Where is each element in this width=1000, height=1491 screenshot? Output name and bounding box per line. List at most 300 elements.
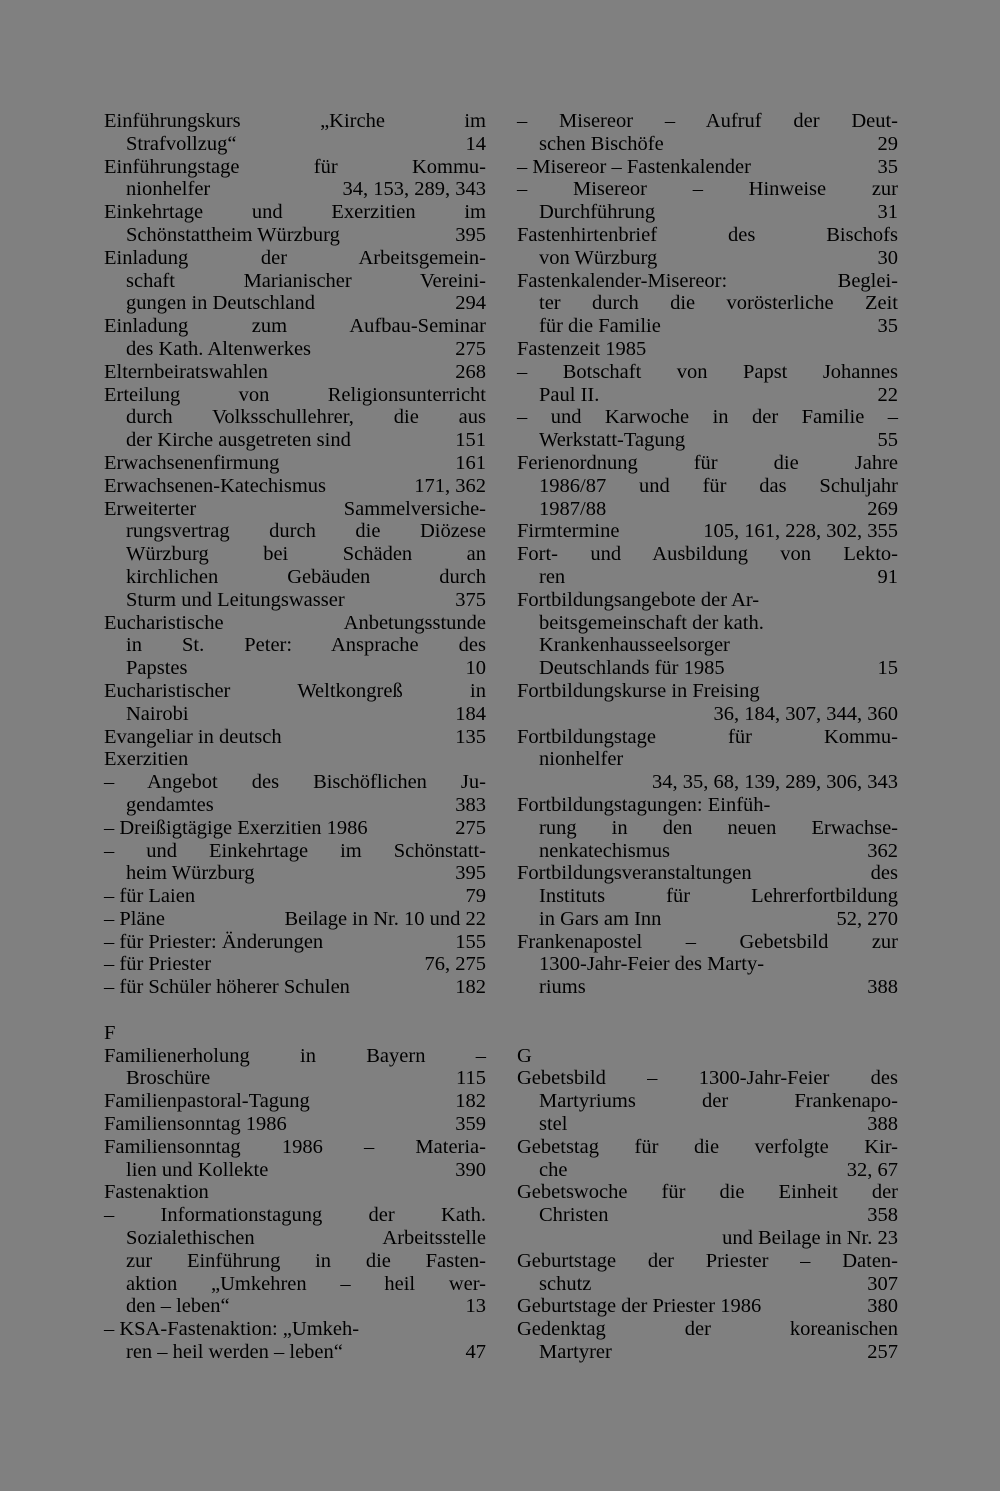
entry-text: Fortbildungsangebote der Ar- (517, 588, 760, 611)
entry-line (517, 406, 898, 429)
entry-line (517, 1318, 898, 1341)
entry-text: nenkatechismus (539, 839, 670, 862)
index-entry (104, 1090, 486, 1113)
entry-text: – Misereor – Hinweise zur (517, 178, 898, 201)
page-reference: und Beilage in Nr. 23 (722, 1227, 898, 1250)
index-entry (104, 384, 486, 452)
entry-line (104, 794, 486, 817)
entry-line (517, 1067, 898, 1090)
page-reference: 362 (867, 839, 898, 862)
index-entry (104, 1204, 486, 1318)
page-reference: 35 (877, 315, 898, 338)
entry-line (104, 338, 486, 361)
entry-line (517, 1341, 898, 1364)
entry-line (104, 1159, 486, 1182)
page-reference: 14 (465, 132, 486, 155)
entry-text: Einladung der Arbeitsgemein- (104, 246, 486, 269)
entry-text: Einkehrtage und Exerzitien im (104, 201, 486, 224)
entry-text: aktion „Umkehren – heil wer- (126, 1272, 486, 1295)
entry-text: Einladung zum Aufbau-Seminar (104, 315, 486, 338)
index-entry (517, 931, 898, 999)
entry-line (517, 817, 898, 840)
entry-line (104, 543, 486, 566)
entry-line (104, 1136, 486, 1159)
index-entry (517, 1181, 898, 1249)
entry-line (517, 634, 898, 657)
entry-text: rung in den neuen Erwachse- (539, 816, 898, 839)
entry-line (517, 543, 898, 566)
entry-text: in St. Peter: Ansprache des (126, 634, 486, 657)
entry-text: Durchführung (539, 201, 656, 224)
page-reference: 275 (455, 337, 486, 360)
entry-text: Erwachsenen-Katechismus (104, 474, 326, 497)
entry-text: Firmtermine (517, 520, 620, 543)
index-entry (104, 817, 486, 840)
entry-text: Einführungskurs „Kirche im (104, 110, 486, 132)
page-reference: 161 (455, 451, 486, 474)
entry-line (104, 1204, 486, 1227)
entry-line (104, 1181, 486, 1204)
index-entry (517, 224, 898, 270)
entry-line (517, 270, 898, 293)
page-reference: 31 (877, 201, 898, 224)
entry-text: ter durch die vorösterliche Zeit (539, 292, 898, 315)
entry-text: riums (539, 976, 586, 999)
entry-text: Werkstatt-Tagung (539, 429, 686, 452)
entry-text: Fortbildungskurse in Freising (517, 679, 760, 702)
entry-text: – Misereor – Aufruf der Deut- (517, 110, 898, 132)
entry-text: – für Laien (104, 885, 196, 908)
entry-text: für die Familie (539, 315, 661, 338)
entry-line (517, 338, 898, 361)
entry-text: Gebetsbild – 1300-Jahr-Feier des (517, 1067, 898, 1090)
entry-text: von Würzburg (539, 246, 658, 269)
entry-line (517, 1113, 898, 1136)
page-reference: 383 (455, 793, 486, 816)
page-reference: 155 (455, 930, 486, 953)
entry-text: Gedenktag der koreanischen (517, 1318, 898, 1341)
entry-line (104, 384, 486, 407)
section-gap (517, 1022, 898, 1045)
section-letter: F (104, 1021, 116, 1044)
index-entry (517, 589, 898, 680)
index-entry (517, 1295, 898, 1318)
entry-line (517, 726, 898, 749)
index-entry (104, 1181, 486, 1204)
entry-text: Familiensonntag 1986 (104, 1113, 287, 1136)
page-reference: 55 (877, 429, 898, 452)
index-entry (517, 178, 898, 224)
index-entry (104, 1045, 486, 1091)
entry-text: Elternbeiratswahlen (104, 360, 268, 383)
entry-text: – Informationstagung der Kath. (104, 1204, 486, 1227)
entry-line (517, 1159, 898, 1182)
entry-text: Fortbildungsveranstaltungen des (517, 862, 898, 885)
entry-line (517, 566, 898, 589)
entry-text: Erteilung von Religionsunterricht (104, 383, 486, 406)
page-reference: 359 (455, 1113, 486, 1136)
entry-line (104, 1090, 486, 1113)
index-entry (517, 862, 898, 930)
page-reference: 171, 362 (414, 474, 486, 497)
index-entry (104, 475, 486, 498)
entry-text: Broschüre (126, 1067, 211, 1090)
entry-line (104, 931, 486, 954)
entry-text: – Pläne (104, 907, 165, 930)
index-entry (104, 726, 486, 749)
entry-line (517, 292, 898, 315)
entry-line (104, 1113, 486, 1136)
entry-line (517, 178, 898, 201)
page-reference: 36, 184, 307, 344, 360 (713, 702, 898, 725)
entry-text: Einführungstage für Kommu- (104, 155, 486, 178)
index-entry (104, 201, 486, 247)
entry-text: – für Priester (104, 953, 212, 976)
entry-text: stel (539, 1113, 568, 1136)
entry-line (104, 133, 486, 156)
index-entry (517, 794, 898, 862)
entry-text: ren – heil werden – leben“ (126, 1341, 343, 1364)
page-reference: 358 (867, 1204, 898, 1227)
entry-line (104, 1227, 486, 1250)
entry-text: in Gars am Inn (539, 907, 662, 930)
entry-text: – und Karwoche in der Familie – (517, 406, 898, 429)
entry-line (104, 110, 486, 133)
entry-line (104, 201, 486, 224)
index-entry (104, 931, 486, 954)
page-reference: 105, 161, 228, 302, 355 (703, 520, 898, 543)
index-entry (517, 1067, 898, 1135)
index-entry (104, 953, 486, 976)
page-reference: Beilage in Nr. 10 und 22 (284, 907, 486, 930)
entry-text: 1987/88 (539, 497, 607, 520)
entry-text: Fortbildungstage für Kommu- (517, 725, 898, 748)
entry-line (104, 452, 486, 475)
entry-text: zur Einführung in die Fasten- (126, 1249, 486, 1272)
page-reference: 135 (455, 725, 486, 748)
entry-text: heim Würzburg (126, 862, 255, 885)
entry-line (104, 361, 486, 384)
index-entry (104, 452, 486, 475)
index-entry (517, 1250, 898, 1296)
entry-text: rungsvertrag durch die Diözese (126, 520, 486, 543)
entry-line (104, 498, 486, 521)
index-entry (104, 247, 486, 315)
entry-line (104, 566, 486, 589)
index-column-left (104, 110, 486, 1364)
page-reference: 30 (877, 246, 898, 269)
entry-text: schen Bischöfe (539, 132, 664, 155)
entry-text: – Misereor – Fastenkalender (517, 155, 751, 178)
entry-line (517, 703, 898, 726)
page-reference: 76, 275 (424, 953, 486, 976)
entry-line (104, 475, 486, 498)
page-reference: 182 (455, 976, 486, 999)
entry-text: Krankenhausseelsorger (539, 634, 730, 657)
index-entry (104, 612, 486, 680)
entry-text: beitsgemeinschaft der kath. (539, 611, 764, 634)
entry-text: Erweiterter Sammelversiche- (104, 497, 486, 520)
page-reference: 79 (465, 885, 486, 908)
entry-text: nionhelfer (126, 178, 211, 201)
entry-line (517, 110, 898, 133)
entry-line (517, 771, 898, 794)
page-reference: 34, 153, 289, 343 (342, 178, 486, 201)
index-entry (517, 110, 898, 156)
index-entry (517, 726, 898, 794)
entry-text: Ferienordnung für die Jahre (517, 451, 898, 474)
entry-line (104, 1250, 486, 1273)
entry-text: Schönstattheim Würzburg (126, 223, 340, 246)
entry-text: Evangeliar in deutsch (104, 725, 282, 748)
page-reference: 15 (877, 657, 898, 680)
entry-line (517, 680, 898, 703)
entry-line (104, 589, 486, 612)
entry-text: Nairobi (126, 702, 189, 725)
entry-line (104, 840, 486, 863)
entry-line (104, 224, 486, 247)
entry-line (104, 1045, 486, 1068)
index-entry (104, 315, 486, 361)
index-entry (517, 156, 898, 179)
entry-line (517, 361, 898, 384)
entry-text: Erwachsenenfirmung (104, 451, 280, 474)
index-entry (104, 110, 486, 156)
entry-line (104, 406, 486, 429)
entry-text: kirchlichen Gebäuden durch (126, 565, 486, 588)
index-entry (104, 1113, 486, 1136)
page-reference: 35 (877, 155, 898, 178)
entry-line (517, 475, 898, 498)
index-entry (104, 976, 486, 999)
page-reference: 115 (456, 1067, 486, 1090)
page-reference: 269 (867, 497, 898, 520)
entry-line (517, 1090, 898, 1113)
entry-line (517, 133, 898, 156)
entry-text: che (539, 1158, 568, 1181)
entry-line (104, 156, 486, 179)
entry-line (104, 1341, 486, 1364)
index-entry (104, 156, 486, 202)
entry-line (104, 178, 486, 201)
entry-line (104, 771, 486, 794)
entry-line (104, 748, 486, 771)
entry-text: – für Schüler höherer Schulen (104, 976, 350, 999)
entry-text: Strafvollzug“ (126, 132, 237, 155)
page-reference: 91 (877, 565, 898, 588)
entry-text: Paul II. (539, 383, 600, 406)
entry-line (104, 657, 486, 680)
entry-line (517, 908, 898, 931)
entry-line (104, 292, 486, 315)
entry-text: der Kirche ausgetreten sind (126, 429, 351, 452)
entry-line (104, 429, 486, 452)
entry-text: Fastenhirtenbrief des Bischofs (517, 223, 898, 246)
entry-line (104, 885, 486, 908)
page-reference: 388 (867, 976, 898, 999)
entry-line (517, 862, 898, 885)
page-reference: 52, 270 (836, 907, 898, 930)
page-reference: 268 (455, 360, 486, 383)
index-entry (104, 361, 486, 384)
entry-text: nionhelfer (539, 748, 624, 771)
index-entry (104, 771, 486, 817)
entry-text: lien und Kollekte (126, 1158, 269, 1181)
index-entry (517, 680, 898, 726)
entry-text: ren (539, 565, 566, 588)
entry-text: Martyrer (539, 1341, 612, 1364)
index-entry (517, 452, 898, 520)
entry-text: des Kath. Altenwerkes (126, 337, 312, 360)
section-letter: G (517, 1044, 532, 1067)
entry-text: Fastenkalender-Misereor: Beglei- (517, 269, 898, 292)
entry-text: – Angebot des Bischöflichen Ju- (104, 771, 486, 794)
index-entry (104, 885, 486, 908)
index-entry (517, 270, 898, 338)
page-reference: 29 (877, 132, 898, 155)
page-reference: 13 (465, 1295, 486, 1318)
entry-text: Familiensonntag 1986 – Materia- (104, 1135, 486, 1158)
entry-text: schutz (539, 1272, 592, 1295)
entry-text: – Dreißigtägige Exerzitien 1986 (104, 816, 368, 839)
page-reference: 395 (455, 862, 486, 885)
entry-line (517, 384, 898, 407)
entry-line (517, 156, 898, 179)
entry-line (104, 520, 486, 543)
entry-line (517, 931, 898, 954)
entry-line (104, 247, 486, 270)
page-reference: 275 (455, 816, 486, 839)
index-entry (104, 1136, 486, 1182)
page-reference: 375 (455, 588, 486, 611)
entry-text: den – leben“ (126, 1295, 230, 1318)
entry-text: Fortbildungstagungen: Einfüh- (517, 793, 771, 816)
entry-line (104, 1295, 486, 1318)
index-entry (104, 498, 486, 612)
section-gap (104, 999, 486, 1022)
entry-line (104, 976, 486, 999)
index-entry (104, 748, 486, 771)
page-reference: 151 (455, 429, 486, 452)
entry-line (104, 270, 486, 293)
entry-text: Würzburg bei Schäden an (126, 543, 486, 566)
entry-text: Christen (539, 1204, 609, 1227)
index-entry (104, 908, 486, 931)
page-reference: 22 (877, 383, 898, 406)
index-entry (104, 840, 486, 886)
page-reference: 390 (455, 1158, 486, 1181)
entry-text: Geburtstage der Priester 1986 (517, 1295, 762, 1318)
page-reference: 10 (465, 657, 486, 680)
entry-text: gungen in Deutschland (126, 292, 316, 315)
entry-line (517, 794, 898, 817)
entry-line (517, 247, 898, 270)
entry-line (517, 201, 898, 224)
index-entry (517, 543, 898, 589)
entry-text: Eucharistischer Weltkongreß in (104, 679, 486, 702)
entry-text: 1986/87 und für das Schuljahr (539, 474, 898, 497)
entry-text: schaft Marianischer Vereini- (126, 269, 486, 292)
index-entry (517, 1136, 898, 1182)
entry-line (517, 1295, 898, 1318)
entry-text: Sturm und Leitungswasser (126, 588, 345, 611)
page-reference: 294 (455, 292, 486, 315)
entry-text: Exerzitien (104, 748, 189, 771)
index-entry (517, 361, 898, 407)
entry-text: durch Volksschullehrer, die aus (126, 406, 486, 429)
index-entry (517, 338, 898, 361)
entry-line (104, 908, 486, 931)
entry-text: – Botschaft von Papst Johannes (517, 360, 898, 383)
entry-text: – für Priester: Änderungen (104, 930, 324, 953)
page-reference: 32, 67 (846, 1158, 898, 1181)
entry-line (104, 703, 486, 726)
entry-line (517, 1204, 898, 1227)
entry-text: Frankenapostel – Gebetsbild zur (517, 930, 898, 953)
entry-line (104, 953, 486, 976)
entry-text: Familienpastoral-Tagung (104, 1090, 310, 1113)
entry-text: Instituts für Lehrerfortbildung (539, 885, 898, 908)
entry-text: Sozialethischen Arbeitsstelle (126, 1227, 486, 1250)
index-entry (104, 1318, 486, 1364)
entry-text: Eucharistische Anbetungsstunde (104, 611, 486, 634)
entry-line (517, 1250, 898, 1273)
page-reference: 380 (867, 1295, 898, 1318)
entry-line (517, 498, 898, 521)
entry-line (517, 452, 898, 475)
index-column-right (517, 110, 898, 1364)
entry-line (517, 840, 898, 863)
entry-line (517, 1181, 898, 1204)
entry-line (104, 612, 486, 635)
entry-line (517, 315, 898, 338)
entry-line (517, 589, 898, 612)
index-entry (517, 1318, 898, 1364)
entry-line (517, 885, 898, 908)
entry-line (517, 429, 898, 452)
entry-text: – und Einkehrtage im Schönstatt- (104, 839, 486, 862)
entry-line (517, 1136, 898, 1159)
entry-line (517, 657, 898, 680)
entry-line (517, 1227, 898, 1250)
page-reference: 182 (455, 1090, 486, 1113)
entry-line (104, 1067, 486, 1090)
entry-text: Papstes (126, 657, 188, 680)
entry-text: – KSA-Fastenaktion: „Umkeh- (104, 1318, 360, 1341)
entry-line (517, 612, 898, 635)
entry-text: gendamtes (126, 793, 214, 816)
entry-text: Familienerholung in Bayern – (104, 1044, 486, 1067)
page-reference: 257 (867, 1341, 898, 1364)
entry-line (104, 680, 486, 703)
page-reference: 34, 35, 68, 139, 289, 306, 343 (652, 771, 898, 794)
index-entry (104, 680, 486, 726)
entry-line (104, 862, 486, 885)
entry-line (517, 520, 898, 543)
entry-text: Gebetswoche für die Einheit der (517, 1181, 898, 1204)
page-reference: 307 (867, 1272, 898, 1295)
section-gap (517, 999, 898, 1022)
entry-line (517, 224, 898, 247)
entry-text: Deutschlands für 1985 (539, 657, 725, 680)
index-entry (517, 520, 898, 543)
entry-line (104, 315, 486, 338)
page-reference: 388 (867, 1113, 898, 1136)
entry-text: Martyriums der Frankenapo- (539, 1090, 898, 1113)
entry-text: Gebetstag für die verfolgte Kir- (517, 1135, 898, 1158)
entry-text: Fastenaktion (104, 1181, 209, 1204)
entry-text: Geburtstage der Priester – Daten- (517, 1249, 898, 1272)
